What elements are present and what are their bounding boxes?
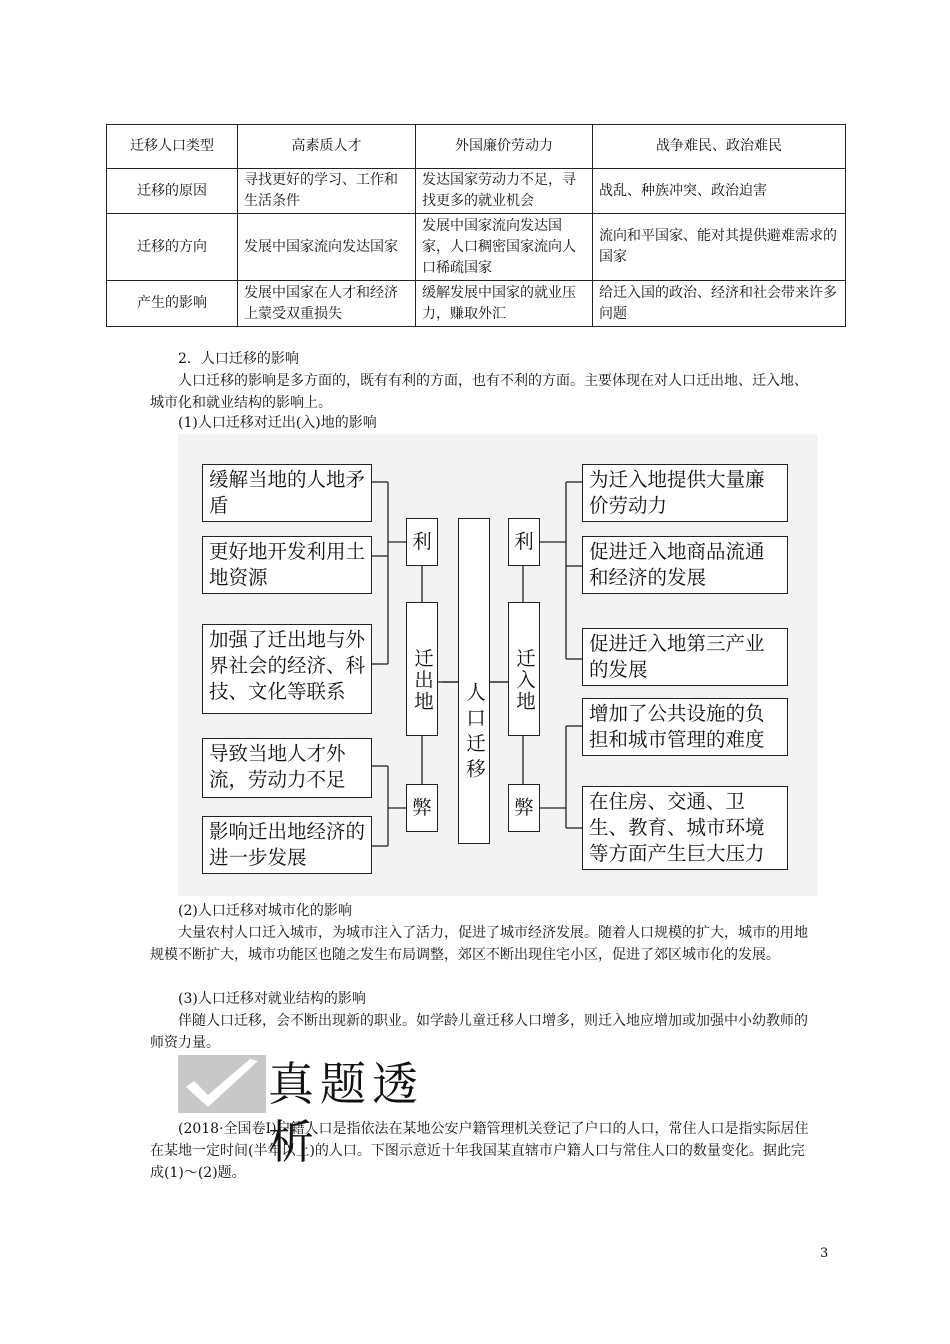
table-cell: 发展中国家流向发达国家 [238, 214, 416, 281]
table-cell: 寻找更好的学习、工作和生活条件 [238, 169, 416, 214]
right-con-label: 弊 [508, 784, 540, 832]
subheading-2: (2)人口迁移对城市化的影响 [178, 903, 352, 919]
right-pro-box: 促进迁入地商品流通和经济的发展 [582, 536, 788, 594]
right-pro-box: 为迁入地提供大量廉价劳动力 [582, 464, 788, 522]
table-cell: 给迁入国的政治、经济和社会带来许多问题 [593, 281, 846, 327]
migration-type-table [106, 124, 846, 327]
immigration-destination-node: 迁入地 [508, 602, 540, 736]
left-con-label: 弊 [406, 784, 438, 832]
subheading-1: (1)人口迁移对迁出(入)地的影响 [178, 415, 377, 431]
checkmark-icon [178, 1055, 266, 1113]
table-cell: 流向和平国家、能对其提供避难需求的国家 [593, 214, 846, 281]
urbanization-paragraph: 大量农村人口迁入城市，为城市注入了活力，促进了城市经济发展。随着人口规模的扩大，城市的用地规模不断扩大，城市功能区也随之发生布局调整，郊区不断出现住宅小区，促进了郊区城市化的发展。 [150, 925, 808, 963]
section-logo [178, 1055, 474, 1169]
table-cell: 发展中国家流向发达国家，人口稠密国家流向人口稀疏国家 [416, 214, 593, 281]
logo-title: 真题透析 [268, 1057, 424, 1169]
migration-impact-diagram [178, 434, 818, 896]
left-pro-box: 加强了迁出地与外界社会的经济、科技、文化等联系 [202, 624, 372, 714]
section-intro: 人口迁移的影响是多方面的，既有有利的方面，也有不利的方面。主要体现在对人口迁出地、迁入地、城市化和就业结构的影响上。 [150, 373, 808, 411]
table-cell: 战乱、种族冲突、政治迫害 [593, 169, 846, 214]
right-con-box: 在住房、交通、卫生、教育、城市环境等方面产生巨大压力 [582, 786, 788, 870]
left-pro-box: 缓解当地的人地矛盾 [202, 464, 372, 522]
table-cell: 产生的影响 [107, 281, 238, 327]
question-paragraph: (2018·全国卷Ⅰ)户籍人口是指依法在某地公安户籍管理机关登记了户口的人口，常住人口是指实际居住在某地一定时间(半年以上)的人口。下图示意近十年我国某直辖市户籍人口与常住人口的数量变化。据此完成(1)～(2)题。 [150, 1121, 809, 1181]
left-pro-box: 更好地开发利用土地资源 [202, 536, 372, 594]
table-cell: 迁移的原因 [107, 169, 238, 214]
table-header-cell: 迁移人口类型 [107, 125, 238, 169]
table-header-cell: 高素质人才 [238, 125, 416, 169]
left-con-box: 导致当地人才外流，劳动力不足 [202, 738, 372, 798]
left-pro-label: 利 [406, 518, 438, 566]
section-heading: 2．人口迁移的影响 [178, 351, 299, 367]
subheading-3: (3)人口迁移对就业结构的影响 [178, 991, 366, 1007]
population-migration-center: 人口迁移 [458, 518, 490, 844]
right-pro-box: 促进迁入地第三产业的发展 [582, 628, 788, 686]
table-cell: 发达国家劳动力不足，寻找更多的就业机会 [416, 169, 593, 214]
table-header-cell: 战争难民、政治难民 [593, 125, 846, 169]
table-cell: 缓解发展中国家的就业压力，赚取外汇 [416, 281, 593, 327]
table-header-cell: 外国廉价劳动力 [416, 125, 593, 169]
employment-paragraph: 伴随人口迁移，会不断出现新的职业。如学龄儿童迁移人口增多，则迁入地应增加或加强中小幼教师的师资力量。 [150, 1013, 808, 1051]
page-number: 3 [820, 1246, 829, 1261]
table-cell: 迁移的方向 [107, 214, 238, 281]
right-con-box: 增加了公共设施的负担和城市管理的难度 [582, 698, 788, 756]
right-pro-label: 利 [508, 518, 540, 566]
table-cell: 发展中国家在人才和经济上蒙受双重损失 [238, 281, 416, 327]
left-con-box: 影响迁出地经济的进一步发展 [202, 816, 372, 874]
emigration-origin-node: 迁出地 [406, 602, 438, 736]
